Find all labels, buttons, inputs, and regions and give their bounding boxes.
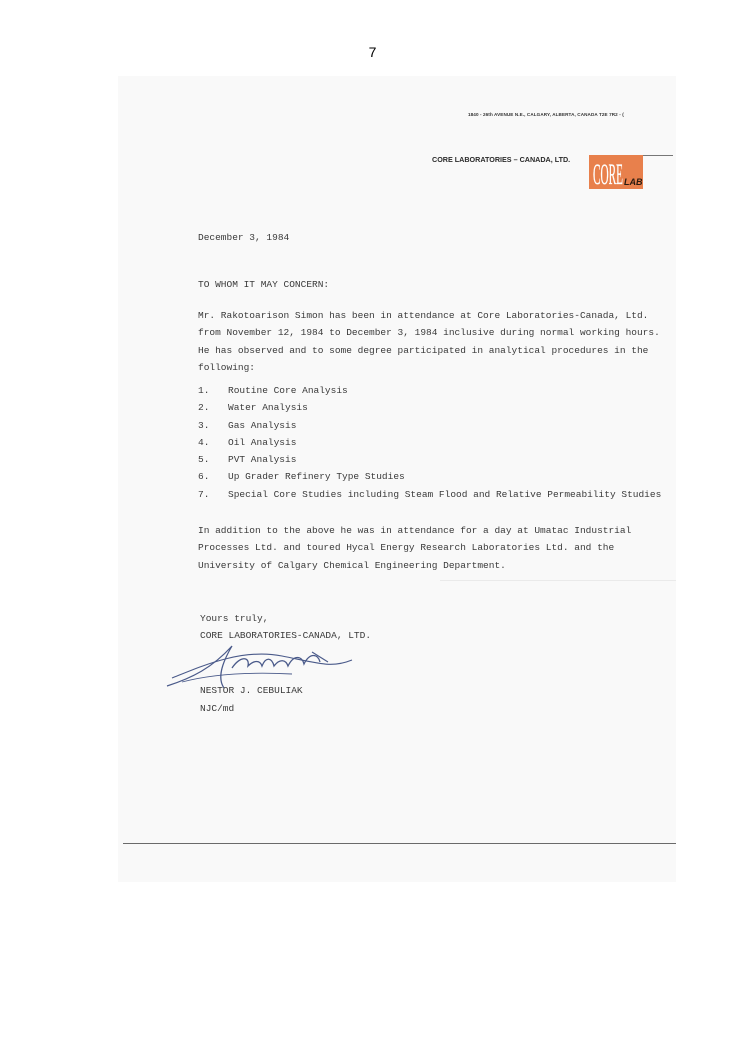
list-item <box>198 385 661 402</box>
paragraph-line: from November 12, 1984 to December 3, 1984 inclusive during normal working hours. <box>198 327 660 339</box>
scan-bottom-line <box>123 843 676 844</box>
letterhead-address: 1840 - 26th AVENUE N.E., CALGARY, ALBERTA, CANADA T2E 7R2 - ( <box>468 112 624 117</box>
list-item <box>198 454 661 471</box>
paragraph-line: In addition to the above he was in attendance for a day at Umatac Industrial <box>198 525 632 536</box>
analysis-list <box>198 385 661 506</box>
salutation: TO WHOM IT MAY CONCERN: <box>198 279 330 290</box>
list-text: Special Core Studies including Steam Flood and Relative Permeability Studies <box>228 488 662 500</box>
paragraph-1 <box>198 307 660 377</box>
list-item <box>198 489 661 506</box>
svg-text:CORE: CORE <box>593 158 623 189</box>
signer-name: NESTOR J. CEBULIAK <box>200 685 303 696</box>
list-number: 1. <box>198 385 210 396</box>
letter-date: December 3, 1984 <box>198 232 290 243</box>
list-number: 2. <box>198 402 210 414</box>
company-logo <box>589 155 643 189</box>
signature-company: CORE LABORATORIES-CANADA, LTD. <box>200 630 372 641</box>
list-text: Routine Core Analysis <box>228 385 348 396</box>
list-item <box>198 471 661 488</box>
list-text: PVT Analysis <box>228 454 297 466</box>
list-item <box>198 402 661 419</box>
list-text: Up Grader Refinery Type Studies <box>228 471 405 483</box>
faint-divider <box>440 580 676 581</box>
page-number: 7 <box>368 44 377 60</box>
list-text: Oil Analysis <box>228 436 297 448</box>
list-number: 3. <box>198 419 210 431</box>
paragraph-line: University of Calgary Chemical Engineering Department. <box>198 559 506 571</box>
list-item <box>198 437 661 454</box>
list-text: Gas Analysis <box>228 419 297 431</box>
closing: Yours truly, <box>200 613 269 624</box>
list-number: 5. <box>198 454 210 466</box>
svg-text:LAB: LAB <box>624 177 643 187</box>
paragraph-line: He has observed and to some degree participated in analytical procedures in the <box>198 344 649 356</box>
list-number: 7. <box>198 488 210 500</box>
typist-initials: NJC/md <box>200 703 235 714</box>
list-item <box>198 420 661 437</box>
list-text: Water Analysis <box>228 402 308 414</box>
list-number: 4. <box>198 436 210 448</box>
paragraph-line: Mr. Rakotoarison Simon has been in attendance at Core Laboratories-Canada, Ltd. <box>198 310 649 321</box>
paragraph-2 <box>198 522 631 574</box>
paragraph-line: following: <box>198 362 256 374</box>
paragraph-line: Processes Ltd. and toured Hycal Energy Research Laboratories Ltd. and the <box>198 542 615 554</box>
list-number: 6. <box>198 471 210 483</box>
letterhead-company: CORE LABORATORIES – CANADA, LTD. <box>432 155 571 164</box>
